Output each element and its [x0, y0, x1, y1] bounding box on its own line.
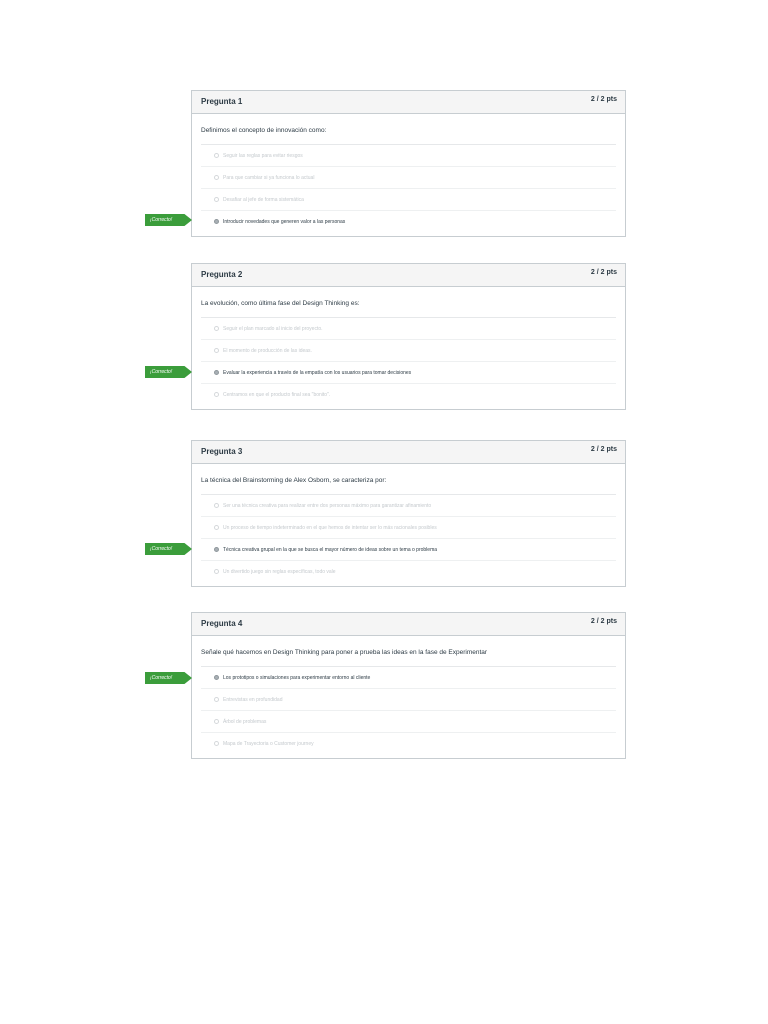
question-header [192, 91, 625, 114]
question-title: Pregunta 1 [201, 97, 243, 106]
radio-button[interactable] [214, 741, 219, 746]
radio-button-selected[interactable] [214, 370, 219, 375]
answer-option[interactable] [201, 340, 616, 362]
answer-label: El momento de producción de las ideas. [223, 347, 312, 354]
question-body [192, 114, 625, 236]
correct-flag-label: ¡Correcto! [150, 545, 173, 552]
answer-label: Para que cambiar si ya funciona lo actual [223, 174, 315, 181]
answer-option[interactable] [201, 318, 616, 340]
radio-button[interactable] [214, 197, 219, 202]
radio-button[interactable] [214, 348, 219, 353]
answer-label: Mapa de Trayectoria o Customer journey [223, 740, 314, 747]
answer-list [201, 144, 616, 232]
question-card-4 [150, 612, 626, 759]
answer-option-selected[interactable] [201, 211, 616, 232]
radio-button-selected[interactable] [214, 675, 219, 680]
question-body [192, 636, 625, 758]
answer-label: Desafiar al jefe de forma sistemática [223, 196, 304, 203]
answer-option[interactable] [201, 733, 616, 754]
correct-flag [145, 543, 192, 555]
answer-label: Técnica creativa grupal en la que se busca el mayor número de ideas sobre un tema o problema [223, 546, 438, 553]
answer-option[interactable] [201, 689, 616, 711]
answer-list [201, 317, 616, 405]
answer-option[interactable] [201, 711, 616, 733]
radio-button-selected[interactable] [214, 547, 219, 552]
answer-option[interactable] [201, 495, 616, 517]
radio-button[interactable] [214, 503, 219, 508]
question-title: Pregunta 2 [201, 270, 243, 279]
radio-button[interactable] [214, 175, 219, 180]
question-points: 2 / 2 pts [590, 618, 617, 625]
correct-flag [145, 672, 192, 684]
question-text: Definimos el concepto de innovación como: [201, 127, 327, 134]
radio-button[interactable] [214, 153, 219, 158]
answer-label: Entrevistas en profundidad [223, 696, 283, 703]
question-card-3 [150, 440, 626, 587]
radio-button[interactable] [214, 326, 219, 331]
answer-label: Centramos en que el producto final sea "bonito". [223, 391, 331, 398]
answer-label: Evaluar la experiencia a través de la empatía con los usuarios para tomar decisiones [223, 369, 412, 376]
answer-option[interactable] [201, 145, 616, 167]
radio-button[interactable] [214, 697, 219, 702]
question-header [192, 264, 625, 287]
question-points: 2 / 2 pts [590, 446, 617, 453]
radio-button[interactable] [214, 392, 219, 397]
question-header [192, 441, 625, 464]
answer-option-selected[interactable] [201, 362, 616, 384]
radio-button[interactable] [214, 719, 219, 724]
correct-flag-label: ¡Correcto! [150, 368, 173, 375]
answer-option[interactable] [201, 384, 616, 405]
correct-flag [145, 366, 192, 378]
answer-label: Seguir el plan marcado al inicio del proyecto. [223, 325, 323, 332]
answer-label: Un divertido juego sin reglas específicas, todo vale [223, 568, 336, 575]
answer-list [201, 494, 616, 582]
answer-option[interactable] [201, 189, 616, 211]
answer-label: Introducir novedades que generen valor a las personas [223, 218, 346, 225]
radio-button-selected[interactable] [214, 219, 219, 224]
question-text: Señale qué hacemos en Design Thinking para poner a prueba las ideas en la fase de Experimentar [201, 649, 488, 656]
question-text: La evolución, como última fase del Design Thinking es: [201, 300, 360, 307]
question-points: 2 / 2 pts [590, 96, 617, 103]
answer-label: Un proceso de tiempo indeterminado en el que hemos de intentar ser lo más racionales posibles [223, 524, 437, 531]
question-body [192, 287, 625, 409]
correct-flag-label: ¡Correcto! [150, 674, 173, 681]
question-card-1 [150, 90, 626, 237]
answer-label: Seguir las reglas para evitar riesgos [223, 152, 303, 159]
answer-option-selected[interactable] [201, 667, 616, 689]
radio-button[interactable] [214, 525, 219, 530]
question-body [192, 464, 625, 586]
answer-option-selected[interactable] [201, 539, 616, 561]
answer-option[interactable] [201, 167, 616, 189]
answer-list [201, 666, 616, 754]
question-title: Pregunta 3 [201, 447, 243, 456]
answer-label: Los prototipos o simulaciones para experimentar entorno al cliente [223, 674, 371, 681]
answer-option[interactable] [201, 517, 616, 539]
question-card-2 [150, 263, 626, 410]
correct-flag-label: ¡Correcto! [150, 216, 173, 223]
question-points: 2 / 2 pts [590, 269, 617, 276]
question-title: Pregunta 4 [201, 619, 243, 628]
answer-label: Árbol de problemas [223, 718, 267, 725]
answer-option[interactable] [201, 561, 616, 582]
correct-flag [145, 214, 192, 226]
radio-button[interactable] [214, 569, 219, 574]
question-text: La técnica del Brainstorming de Alex Osborn, se caracteriza por: [201, 477, 387, 484]
answer-label: Ser una técnica creativa para realizar entre dos personas máximo para garantizar afinamiento [223, 502, 432, 509]
question-header [192, 613, 625, 636]
